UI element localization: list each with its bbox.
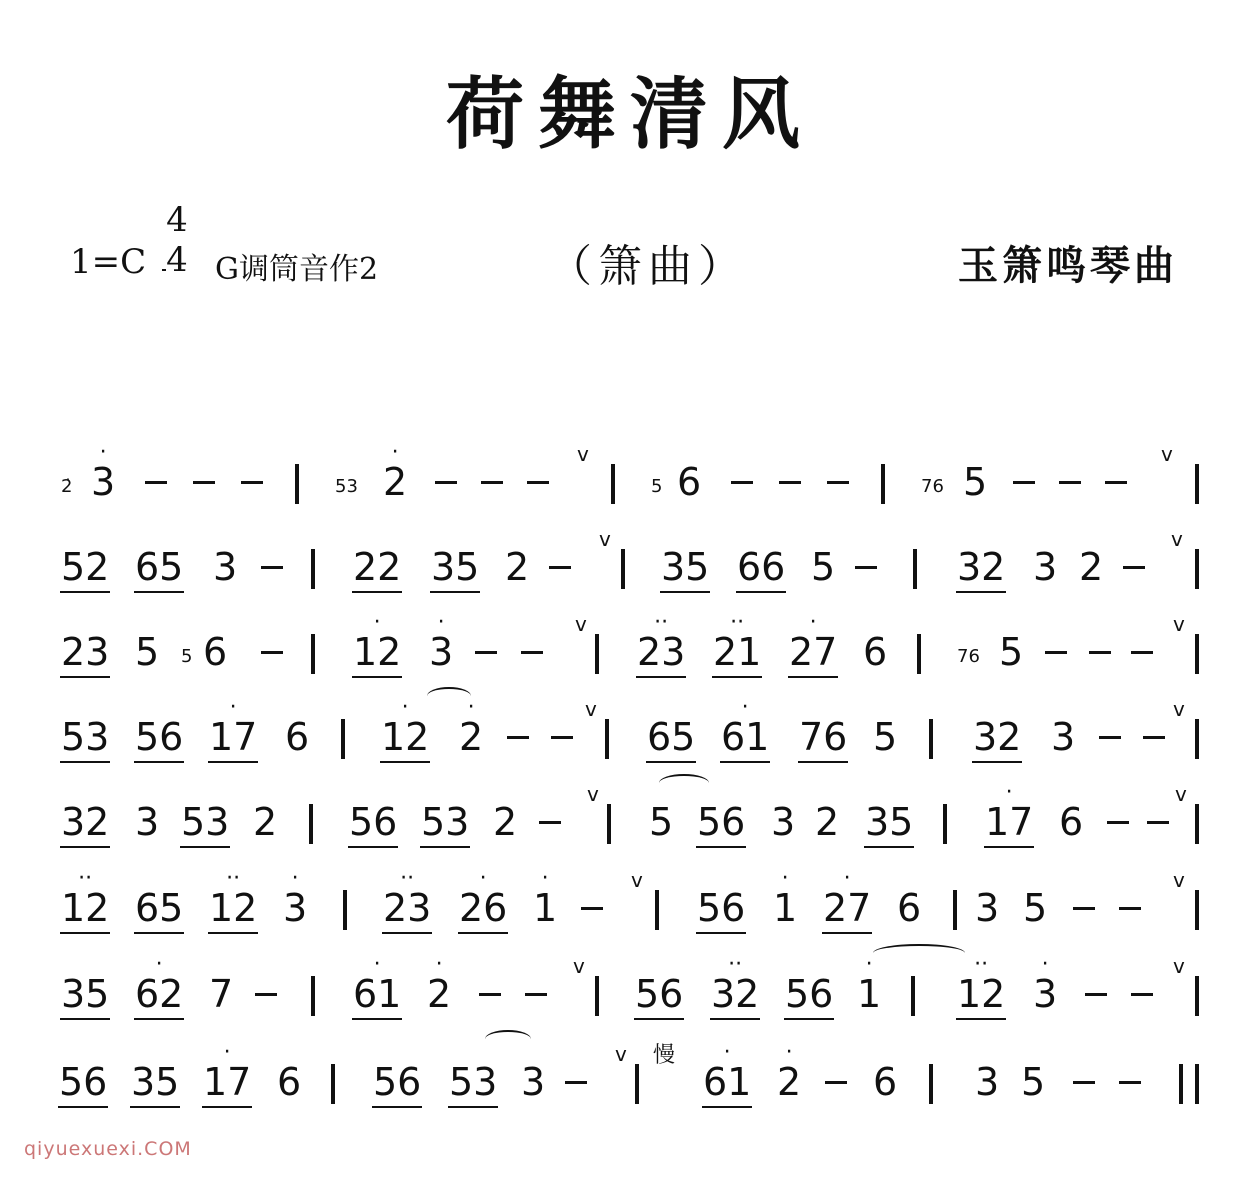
breath-mark: v	[575, 612, 587, 636]
barline	[917, 634, 921, 674]
time-signature-top: 4	[166, 200, 188, 240]
note: 2 ·	[427, 952, 452, 1016]
breath-mark: v	[1173, 612, 1185, 636]
dash	[1107, 821, 1129, 824]
dash	[855, 566, 877, 569]
note: 52	[61, 545, 110, 589]
note: 6	[1059, 800, 1084, 844]
key-signature: 1=C	[70, 242, 147, 282]
dash	[525, 993, 547, 996]
note: 3 ·	[283, 866, 308, 930]
dash	[475, 651, 497, 654]
breath-mark: v	[1175, 782, 1187, 806]
note: 6	[277, 1060, 302, 1104]
barline	[953, 890, 957, 930]
note: 3 ·	[429, 610, 454, 674]
dash	[521, 651, 543, 654]
note: 22	[353, 545, 402, 589]
note: 6	[863, 630, 888, 674]
score-line-1	[55, 440, 1215, 510]
grace-note: 53	[335, 476, 358, 497]
note: 3	[975, 1060, 1000, 1104]
tempo-mark: 慢	[653, 1043, 676, 1068]
score-line-8	[55, 1040, 1215, 1110]
breath-mark: v	[1171, 527, 1183, 551]
dash	[481, 481, 503, 484]
note: 2 ·	[777, 1040, 802, 1104]
breath-mark: v	[599, 527, 611, 551]
note: 2	[1079, 545, 1104, 589]
note: 3	[135, 800, 160, 844]
note: 32	[973, 715, 1022, 759]
note: 12 ··	[957, 952, 1006, 1016]
note: 76	[799, 715, 848, 759]
note: 35	[661, 545, 710, 589]
barline	[311, 549, 315, 589]
dash	[565, 1081, 587, 1084]
note: 35	[131, 1060, 180, 1104]
note: 26 ·	[459, 866, 508, 930]
note: 2 ·	[459, 695, 484, 759]
dash	[145, 481, 167, 484]
note: 53	[61, 715, 110, 759]
dash	[779, 481, 801, 484]
note: 5	[1023, 886, 1048, 930]
breath-mark: v	[585, 697, 597, 721]
barline	[1195, 719, 1199, 759]
note: 23 ··	[383, 866, 432, 930]
dash	[255, 993, 277, 996]
grace-note: 2̇	[61, 476, 73, 497]
note: 3	[975, 886, 1000, 930]
note: 3	[771, 800, 796, 844]
dash	[825, 1081, 847, 1084]
note: 5	[963, 460, 988, 504]
note: 6	[873, 1060, 898, 1104]
note: 2	[505, 545, 530, 589]
dash	[1131, 993, 1153, 996]
grace-note: 76	[957, 646, 980, 667]
grace-note: 76	[921, 476, 944, 497]
note: 56	[59, 1060, 108, 1104]
dash	[507, 736, 529, 739]
slur	[659, 774, 709, 792]
barline	[331, 1064, 335, 1104]
note: 12 ·	[381, 695, 430, 759]
breath-mark: v	[631, 868, 643, 892]
note: 56	[785, 972, 834, 1016]
grace-note: 5	[181, 646, 193, 667]
barline	[943, 804, 947, 844]
note: 32	[61, 800, 110, 844]
dash	[1073, 1081, 1095, 1084]
note: 35	[61, 972, 110, 1016]
composer-credit: 玉箫鸣琴曲	[958, 242, 1178, 289]
note: 1 ·	[857, 952, 882, 1016]
barline	[309, 804, 313, 844]
breath-mark: v	[577, 442, 589, 466]
dash	[1073, 907, 1095, 910]
score-title: 荷舞清风	[445, 69, 814, 160]
note: 23	[61, 630, 110, 674]
dash	[1045, 651, 1067, 654]
dash	[1131, 651, 1153, 654]
note: 61 ·	[721, 695, 770, 759]
score-line-2	[55, 525, 1215, 595]
dash	[1143, 736, 1165, 739]
note: 27 ·	[823, 866, 872, 930]
dash	[1119, 907, 1141, 910]
note: 12 ··	[209, 866, 258, 930]
note: 17 ·	[985, 780, 1034, 844]
site-watermark: qiyuexuexi.COM	[24, 1138, 192, 1160]
dash	[827, 481, 849, 484]
note: 56	[349, 800, 398, 844]
dash	[1089, 651, 1111, 654]
final-barline	[1195, 1064, 1199, 1104]
barline	[929, 719, 933, 759]
dash	[731, 481, 753, 484]
note: 6	[203, 630, 228, 674]
dash	[1085, 993, 1107, 996]
barline	[341, 719, 345, 759]
barline	[1195, 976, 1199, 1016]
note: 2 ·	[383, 440, 408, 504]
dash	[1119, 1081, 1141, 1084]
dash	[479, 993, 501, 996]
barline	[621, 549, 625, 589]
dash	[261, 651, 283, 654]
time-signature-bottom: 4	[166, 240, 188, 280]
note: 32 ··	[711, 952, 760, 1016]
dash	[241, 481, 263, 484]
barline	[311, 634, 315, 674]
note: 56	[697, 800, 746, 844]
dash	[261, 566, 283, 569]
final-barline	[1179, 1064, 1183, 1104]
barline	[1195, 890, 1199, 930]
note: 5	[649, 800, 674, 844]
dash	[1123, 566, 1145, 569]
note: 56	[635, 972, 684, 1016]
note: 6	[285, 715, 310, 759]
note: 35	[431, 545, 480, 589]
dash	[1099, 736, 1121, 739]
note: 17 ·	[209, 695, 258, 759]
note: 3	[213, 545, 238, 589]
note: 56	[373, 1060, 422, 1104]
note: 2	[253, 800, 278, 844]
note: 61 ·	[353, 952, 402, 1016]
dash	[435, 481, 457, 484]
barline	[295, 464, 299, 504]
barline	[343, 890, 347, 930]
note: 66	[737, 545, 786, 589]
note: 1 ·	[773, 866, 798, 930]
dash	[1013, 481, 1035, 484]
score-line-4	[55, 695, 1215, 765]
note: 5	[999, 630, 1024, 674]
score-line-3	[55, 610, 1215, 680]
score-line-5	[55, 780, 1215, 850]
barline	[911, 976, 915, 1016]
barline	[311, 976, 315, 1016]
note: 3	[521, 1060, 546, 1104]
barline	[1195, 549, 1199, 589]
breath-mark: v	[587, 782, 599, 806]
barline	[1195, 804, 1199, 844]
note: 3	[1051, 715, 1076, 759]
note: 61 ·	[703, 1040, 752, 1104]
breath-mark: v	[573, 954, 585, 978]
note: 12 ··	[61, 866, 110, 930]
barline	[605, 719, 609, 759]
note: 5	[873, 715, 898, 759]
breath-mark: v	[1161, 442, 1173, 466]
dash	[527, 481, 549, 484]
note: 56	[697, 886, 746, 930]
note: 5	[135, 630, 160, 674]
dash	[1059, 481, 1081, 484]
barline	[611, 464, 615, 504]
dash	[1105, 481, 1127, 484]
breath-mark: v	[1173, 697, 1185, 721]
barline	[655, 890, 659, 930]
slur	[873, 944, 965, 962]
note: 6	[897, 886, 922, 930]
dash	[551, 736, 573, 739]
note: 2	[815, 800, 840, 844]
note: 65	[135, 545, 184, 589]
dash	[539, 821, 561, 824]
barline	[913, 549, 917, 589]
score-line-7	[55, 952, 1215, 1022]
piece-type: （箫曲）	[548, 241, 748, 292]
dash	[549, 566, 571, 569]
note: 3	[1033, 545, 1058, 589]
grace-note: 5	[651, 476, 663, 497]
note: 56	[135, 715, 184, 759]
dash	[193, 481, 215, 484]
barline	[1195, 464, 1199, 504]
note: 23 ··	[637, 610, 686, 674]
note: 35	[865, 800, 914, 844]
dash	[581, 907, 603, 910]
note: 53	[449, 1060, 498, 1104]
note: 1 ·	[533, 866, 558, 930]
breath-mark: v	[1173, 954, 1185, 978]
note: 65	[135, 886, 184, 930]
note: 32	[957, 545, 1006, 589]
breath-mark: v	[615, 1042, 627, 1066]
note: 6	[677, 460, 702, 504]
note: 17 ·	[203, 1040, 252, 1104]
note: 53	[421, 800, 470, 844]
score-line-6	[55, 866, 1215, 936]
note: 7	[209, 972, 234, 1016]
barline	[595, 976, 599, 1016]
dash	[1147, 821, 1169, 824]
barline	[1195, 634, 1199, 674]
barline	[635, 1064, 639, 1104]
note: 62 ·	[135, 952, 184, 1016]
note: 53	[181, 800, 230, 844]
note: 5	[811, 545, 836, 589]
barline	[595, 634, 599, 674]
barline	[881, 464, 885, 504]
barline	[607, 804, 611, 844]
note: 3 ·	[91, 440, 116, 504]
breath-mark: v	[1173, 868, 1185, 892]
slur	[485, 1030, 531, 1048]
note: 12 ·	[353, 610, 402, 674]
barline	[929, 1064, 933, 1104]
note: 21 ··	[713, 610, 762, 674]
note: 65	[647, 715, 696, 759]
note: 3 ·	[1033, 952, 1058, 1016]
tuning-note: G调筒音作2	[215, 252, 379, 287]
note: 5	[1021, 1060, 1046, 1104]
note: 27 ·	[789, 610, 838, 674]
note: 2	[493, 800, 518, 844]
